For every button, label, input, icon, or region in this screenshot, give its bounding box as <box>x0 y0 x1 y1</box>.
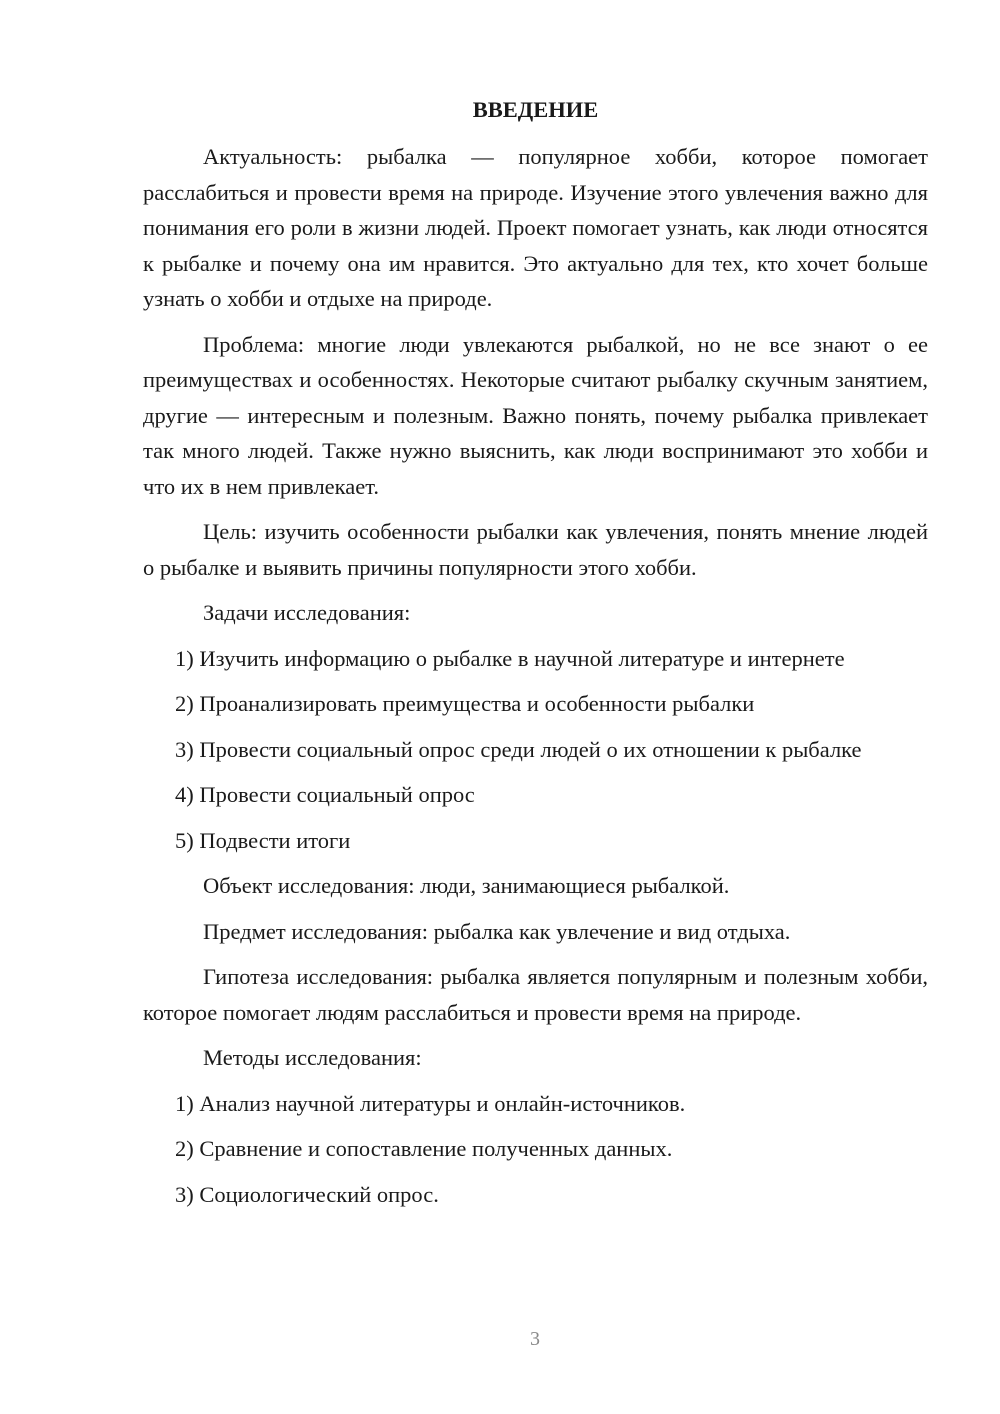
document-page <box>143 92 928 1222</box>
task-item: 1) Изучить информацию о рыбалке в научной литературе и интернете <box>175 645 845 671</box>
page-number: 3 <box>530 1328 540 1350</box>
section-title: ВВЕДЕНИЕ <box>472 97 599 122</box>
problem-paragraph: Проблема: многие люди увлекаются рыбалкой, но не все знают о ее преимуществах и особенностях. Некоторые считают рыбалку скучным занятием, другие — интересным и полезным. Важно понять, почему рыбалка привлекает так много людей. Также нужно выяснить, как люди воспринимают это хобби и что их в нем привлекает. <box>143 331 928 499</box>
task-item: 2) Проанализировать преимущества и особенности рыбалки <box>175 691 755 716</box>
subject-paragraph: Предмет исследования: рыбалка как увлечение и вид отдыха. <box>203 918 791 944</box>
goal-paragraph: Цель: изучить особенности рыбалки как увлечения, понять мнение людей о рыбалке и выявить причины популярности этого хобби. <box>143 519 928 580</box>
methods-heading: Методы исследования: <box>203 1045 422 1070</box>
tasks-heading: Задачи исследования: <box>203 600 411 625</box>
object-paragraph: Объект исследования: люди, занимающиеся рыбалкой. <box>203 873 730 898</box>
hypothesis-paragraph: Гипотеза исследования: рыбалка является популярным и полезным хобби, которое помогает людям расслабиться и провести время на природе. <box>143 964 928 1025</box>
method-item: 2) Сравнение и сопоставление полученных данных. <box>175 1136 673 1161</box>
task-item: 4) Провести социальный опрос <box>175 782 475 807</box>
method-item: 3) Социологический опрос. <box>175 1181 439 1207</box>
method-item: 1) Анализ научной литературы и онлайн-источников. <box>175 1090 686 1116</box>
relevance-paragraph: Актуальность: рыбалка — популярное хобби, которое помогает расслабиться и провести время на природе. Изучение этого увлечения важно для понимания его роли в жизни людей. Проект помогает узнать, как люди относятся к рыбалке и почему она им нравится. Это актуально для тех, кто хочет больше узнать о хобби и отдыхе на природе. <box>143 144 928 311</box>
task-item: 5) Подвести итоги <box>175 827 351 853</box>
task-item: 3) Провести социальный опрос среди людей о их отношении к рыбалке <box>175 736 862 762</box>
